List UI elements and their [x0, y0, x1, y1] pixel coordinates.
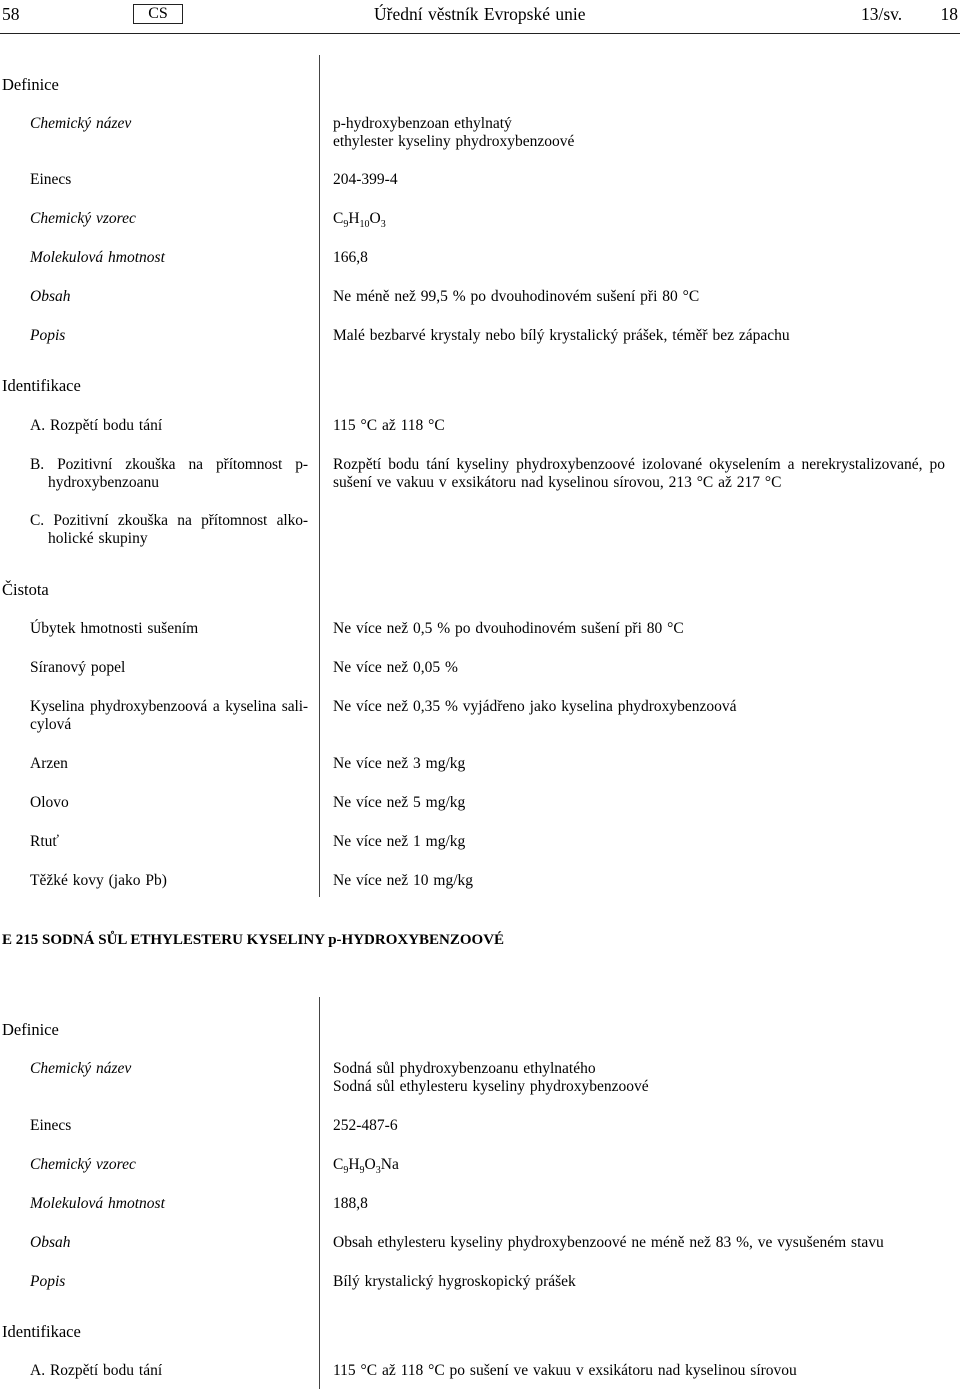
- value-chemical-name-line: Sodná sůl phydroxybenzoanu ethylnatého: [333, 1060, 596, 1077]
- label-chemical-formula: Chemický vzorec: [30, 1156, 136, 1173]
- label-test-a: A. Rozpětí bodu tání: [30, 1362, 163, 1379]
- value-test-b-line: Rozpětí bodu tání kyseliny phydroxybenzoové izolované okyselením a nerekrystalizované, po: [333, 456, 945, 473]
- label-chemical-name: Chemický název: [30, 1060, 132, 1077]
- value-assay: Obsah ethylesteru kyseliny phydroxybenzoové ne méně než 83 %, ve vysušeném stavu: [333, 1234, 884, 1251]
- page-number: 58: [2, 4, 20, 24]
- value-arsenic: Ne více než 3 mg/kg: [333, 755, 466, 772]
- formula-element: C: [333, 210, 344, 227]
- label-loss-on-drying: Úbytek hmotnosti sušením: [30, 620, 199, 637]
- value-heavy-metals: Ne více než 10 mg/kg: [333, 872, 474, 889]
- value-description: Malé bezbarvé krystaly nebo bílý krystalický prášek, téměř bez zápachu: [333, 327, 790, 344]
- section-heading-identification: Identifikace: [2, 1322, 81, 1341]
- formula-subscript: 9: [359, 1165, 365, 1176]
- value-test-a: 115 °C až 118 °C po sušení ve vakuu v exsikátoru nad kyselinou sírovou: [333, 1362, 797, 1379]
- formula-element: H: [348, 1156, 360, 1173]
- value-molecular-weight: 188,8: [333, 1195, 368, 1212]
- label-arsenic: Arzen: [30, 755, 68, 772]
- label-mercury: Rtuť: [30, 833, 60, 850]
- formula-subscript: 9: [343, 219, 349, 230]
- label-heavy-metals: Těžké kovy (jako Pb): [30, 872, 167, 889]
- journal-title: Úřední věstník Evropské unie: [374, 4, 586, 24]
- value-test-a: 115 °C až 118 °C: [333, 417, 445, 434]
- section-heading-purity: Čistota: [2, 580, 49, 599]
- label-einecs: Einecs: [30, 171, 72, 188]
- section-heading-identification: Identifikace: [2, 376, 81, 395]
- volume-reference: 13/sv. 18: [860, 4, 958, 24]
- label-test-b-line: hydroxybenzoanu: [48, 474, 160, 491]
- label-acids-line: Kyselina phydroxybenzoová a kyselina sali-: [30, 698, 308, 715]
- label-assay: Obsah: [30, 1234, 71, 1251]
- language-code-box: CS: [133, 4, 183, 24]
- formula-subscript: 9: [343, 1165, 349, 1176]
- value-chemical-name-line: ethylester kyseliny phydroxybenzoové: [333, 133, 575, 150]
- formula-element: Na: [380, 1156, 399, 1173]
- value-acids: Ne více než 0,35 % vyjádřeno jako kyselina phydroxybenzoová: [333, 698, 737, 715]
- value-einecs: 252-487-6: [333, 1117, 398, 1134]
- formula-subscript: 10: [359, 219, 370, 230]
- value-chemical-formula: [333, 1156, 399, 1174]
- label-test-b-line: B. Pozitivní zkouška na přítomnost p-: [30, 456, 308, 473]
- value-molecular-weight: 166,8: [333, 249, 368, 266]
- label-sulphated-ash: Síranový popel: [30, 659, 126, 676]
- formula-element: H: [348, 210, 360, 227]
- value-loss-on-drying: Ne více než 0,5 % po dvouhodinovém sušení při 80 °C: [333, 620, 684, 637]
- column-divider: [319, 55, 320, 897]
- column-divider: [319, 997, 320, 1389]
- label-description: Popis: [30, 1273, 66, 1290]
- formula-subscript: 3: [380, 219, 386, 230]
- value-mercury: Ne více než 1 mg/kg: [333, 833, 466, 850]
- formula-element: O: [369, 210, 381, 227]
- label-chemical-name: Chemický název: [30, 115, 132, 132]
- label-einecs: Einecs: [30, 1117, 72, 1134]
- additive-title: E 215 SODNÁ SŮL ETHYLESTERU KYSELINY p-HYDROXYBENZOOVÉ: [2, 932, 505, 948]
- label-lead: Olovo: [30, 794, 69, 811]
- label-molecular-weight: Molekulová hmotnost: [30, 1195, 165, 1212]
- section-heading-definition: Definice: [2, 1020, 59, 1039]
- label-description: Popis: [30, 327, 66, 344]
- label-molecular-weight: Molekulová hmotnost: [30, 249, 165, 266]
- value-lead: Ne více než 5 mg/kg: [333, 794, 466, 811]
- value-chemical-name-line: Sodná sůl ethylesteru kyseliny phydroxybenzoové: [333, 1078, 649, 1095]
- label-assay: Obsah: [30, 288, 71, 305]
- value-chemical-formula: [333, 210, 386, 228]
- value-sulphated-ash: Ne více než 0,05 %: [333, 659, 458, 676]
- value-description: Bílý krystalický hygroskopický prášek: [333, 1273, 576, 1290]
- value-assay: Ne méně než 99,5 % po dvouhodinovém sušení při 80 °C: [333, 288, 700, 305]
- label-test-a: A. Rozpětí bodu tání: [30, 417, 163, 434]
- formula-element: O: [364, 1156, 376, 1173]
- formula-subscript: 3: [375, 1165, 381, 1176]
- value-test-b-line: sušení ve vakuu v exsikátoru nad kyselinou sírovou, 213 °C až 217 °C: [333, 474, 782, 491]
- label-acids-line: cylová: [30, 716, 72, 733]
- formula-element: C: [333, 1156, 344, 1173]
- label-test-c-line: C. Pozitivní zkouška na přítomnost alko-: [30, 512, 308, 529]
- section-heading-definition: Definice: [2, 75, 59, 94]
- label-chemical-formula: Chemický vzorec: [30, 210, 136, 227]
- header-rule: [0, 33, 960, 34]
- value-chemical-name-line: p-hydroxybenzoan ethylnatý: [333, 115, 512, 132]
- label-test-c-line: holické skupiny: [48, 530, 148, 547]
- value-einecs: 204-399-4: [333, 171, 398, 188]
